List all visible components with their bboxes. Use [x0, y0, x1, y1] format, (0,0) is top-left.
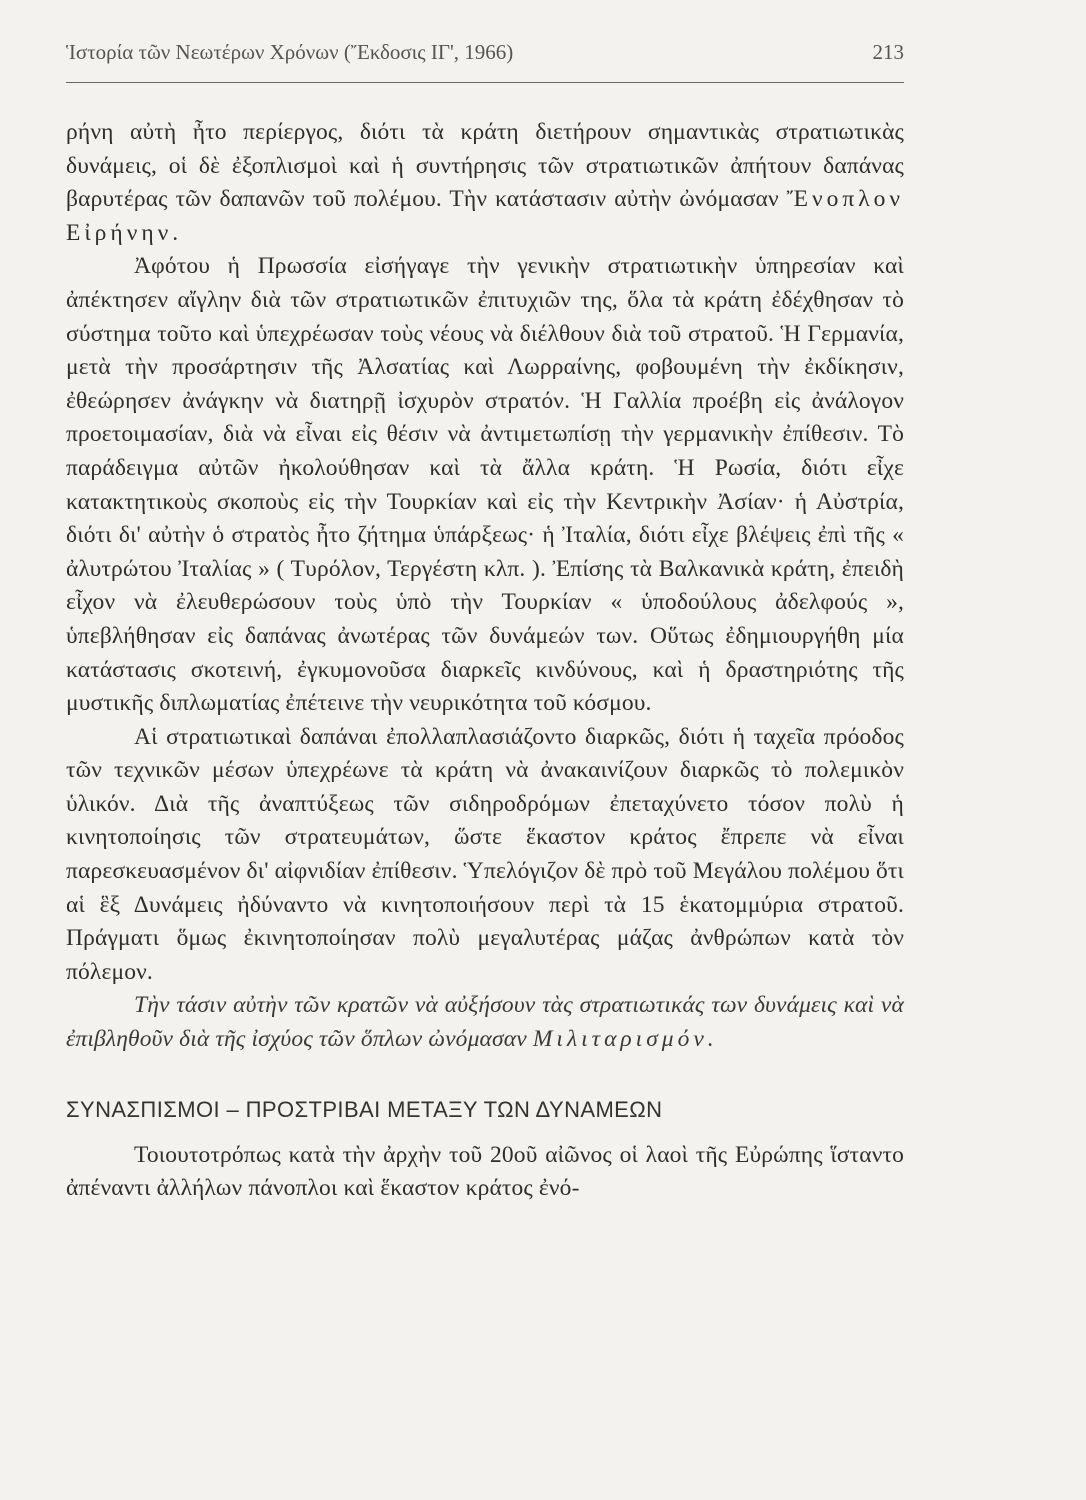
paragraph-alliances: Τοιουτοτρόπως κατὰ τὴν ἀρχὴν τοῦ 20οῦ αἰῶνος οἱ λαοὶ τῆς Εὐρώπης ἵσταντο ἀπέναντι ἀλλήλων πάνοπλοι καὶ ἕκαστον κράτος ἐνό- — [66, 1141, 904, 1202]
running-head: Ἱστορία τῶν Νεωτέρων Χρόνων (Ἔκδοσις ΙΓ', 1966) — [66, 40, 514, 64]
paragraph-armed-peace — [66, 116, 904, 250]
header-rule — [66, 82, 904, 83]
page-number: 213 — [872, 40, 904, 64]
paragraph-text: Τὴν τάσιν αὐτὴν τῶν κρατῶν νὰ αὐξήσουν τὰς στρατιωτικάς των δυνάμεις καὶ νὰ ἐπιβληθοῦν διὰ τῆς ἰσχύος τῶν ὅπλων ὠνόμασαν — [66, 992, 904, 1053]
paragraph-text: ρήνη αὐτὴ ἦτο περίεργος, διότι τὰ κράτη διετήρουν σημαντικὰς στρατιωτικὰς δυνάμεις, οἱ δὲ ἐξοπλισμοὶ καὶ ἡ συντήρησις τῶν στρατιωτικῶν ἀπήτουν δαπάνας βαρυτέρας τῶν δαπανῶν τοῦ πολέμου. Τὴν κατάστασιν αὐτὴν ὠνόμασαν — [66, 119, 904, 213]
section-heading: ΣΥΝΑΣΠΙΣΜΟΙ – ΠΡΟΣΤΡΙΒΑΙ ΜΕΤΑΞΥ ΤΩΝ ΔΥΝΑΜΕΩΝ — [66, 1096, 663, 1122]
paragraph-military-expenses: Αἱ στρατιωτικαὶ δαπάναι ἐπολλαπλασιάζοντο διαρκῶς, διότι ἡ ταχεῖα πρόοδος τῶν τεχνικῶν μέσων ὑπεχρέωνε τὰ κράτη νὰ ἀνακαινίζουν διαρκῶς τὸ πολεμικὸν ὑλικόν. Διὰ τῆς ἀναπτύξεως τῶν σιδηροδρόμων ἐπεταχύνετο τόσον πολὺ ἡ κινητοποίησις τῶν στρατευμάτων, ὥστε ἕκαστον κράτος ἔπρεπε νὰ εἶναι παρεσκευασμένον δι' αἰφνιδίαν ἐπίθεσιν. Ὑπελόγιζον δὲ πρὸ τοῦ Μεγάλου πολέμου ὅτι αἱ ἓξ Δυνάμεις ἠδύναντο νὰ κινητοποιήσουν περὶ τὰ 15 ἑκατομμύρια στρατοῦ. Πράγματι ὅμως ἐκινητοποίησαν πολὺ μεγαλυτέρας μάζας ἀνθρώπων κατὰ τὸν πόλεμον. — [66, 723, 904, 985]
militarism-term: Μιλιταρισμόν. — [532, 1026, 718, 1053]
paragraph-militarism — [66, 989, 904, 1056]
paragraph-conscription: Ἀφότου ἡ Πρωσσία εἰσήγαγε τὴν γενικὴν στρατιωτικὴν ὑπηρεσίαν καὶ ἀπέκτησεν αἴγλην διὰ τῶν στρατιωτικῶν ἐπιτυχιῶν της, ὅλα τὰ κράτη ἐδέχθησαν τὸ σύστημα τοῦτο καὶ ὑπεχρέωσαν τοὺς νέους νὰ διέλθουν διὰ τοῦ στρατοῦ. Ἡ Γερμανία, μετὰ τὴν προσάρτησιν τῆς Ἀλσατίας καὶ Λωρραίνης, φοβουμένη τὴν ἐκδίκησιν, ἐθεώρησεν ἀνάγκην νὰ διατηρῇ ἰσχυρὸν στρατόν. Ἡ Γαλλία προέβη εἰς ἀνάλογον προετοιμασίαν, διὰ νὰ εἶναι εἰς θέσιν νὰ ἀντιμετωπίσῃ τὴν γερμανικὴν ἐπίθεσιν. Τὸ παράδειγμα αὐτῶν ἠκολούθησαν καὶ τὰ ἄλλα κράτη. Ἡ Ρωσία, διότι εἶχε κατακτητικοὺς σκοποὺς εἰς τὴν Τουρκίαν καὶ εἰς τὴν Κεντρικὴν Ἀσίαν· ἡ Αὐστρία, διότι δι' αὐτὴν ὁ στρατὸς ἦτο ζήτημα ὑπάρξεως· ἡ Ἰταλία, διότι εἶχε βλέψεις ἐπὶ τῆς « ἀλυτρώτου Ἰταλίας » ( Τυρόλον, Τεργέστη κλπ. ). Ἐπίσης τὰ Βαλκανικὰ κράτη, ἐπειδὴ εἶχον νὰ ἐλευθερώσουν τοὺς ὑπὸ τὴν Τουρκίαν « ὑποδούλους ἀδελφούς », ὑπεβλήθησαν εἰς δαπάνας ἀνωτέρας τῶν δυνάμεών των. Οὕτως ἐδημιουργήθη μία κατάστασις σκοτεινή, ἐγκυμονοῦσα διαρκεῖς κινδύνους, καὶ ἡ δραστηριότης τῆς μυστικῆς διπλωματίας ἐπέτεινε τὴν νευρικότητα τοῦ κόσμου. — [66, 253, 904, 717]
armed-peace-term: Ἔνοπλον Εἰρήνην. — [66, 186, 904, 246]
body-text — [66, 116, 904, 1206]
